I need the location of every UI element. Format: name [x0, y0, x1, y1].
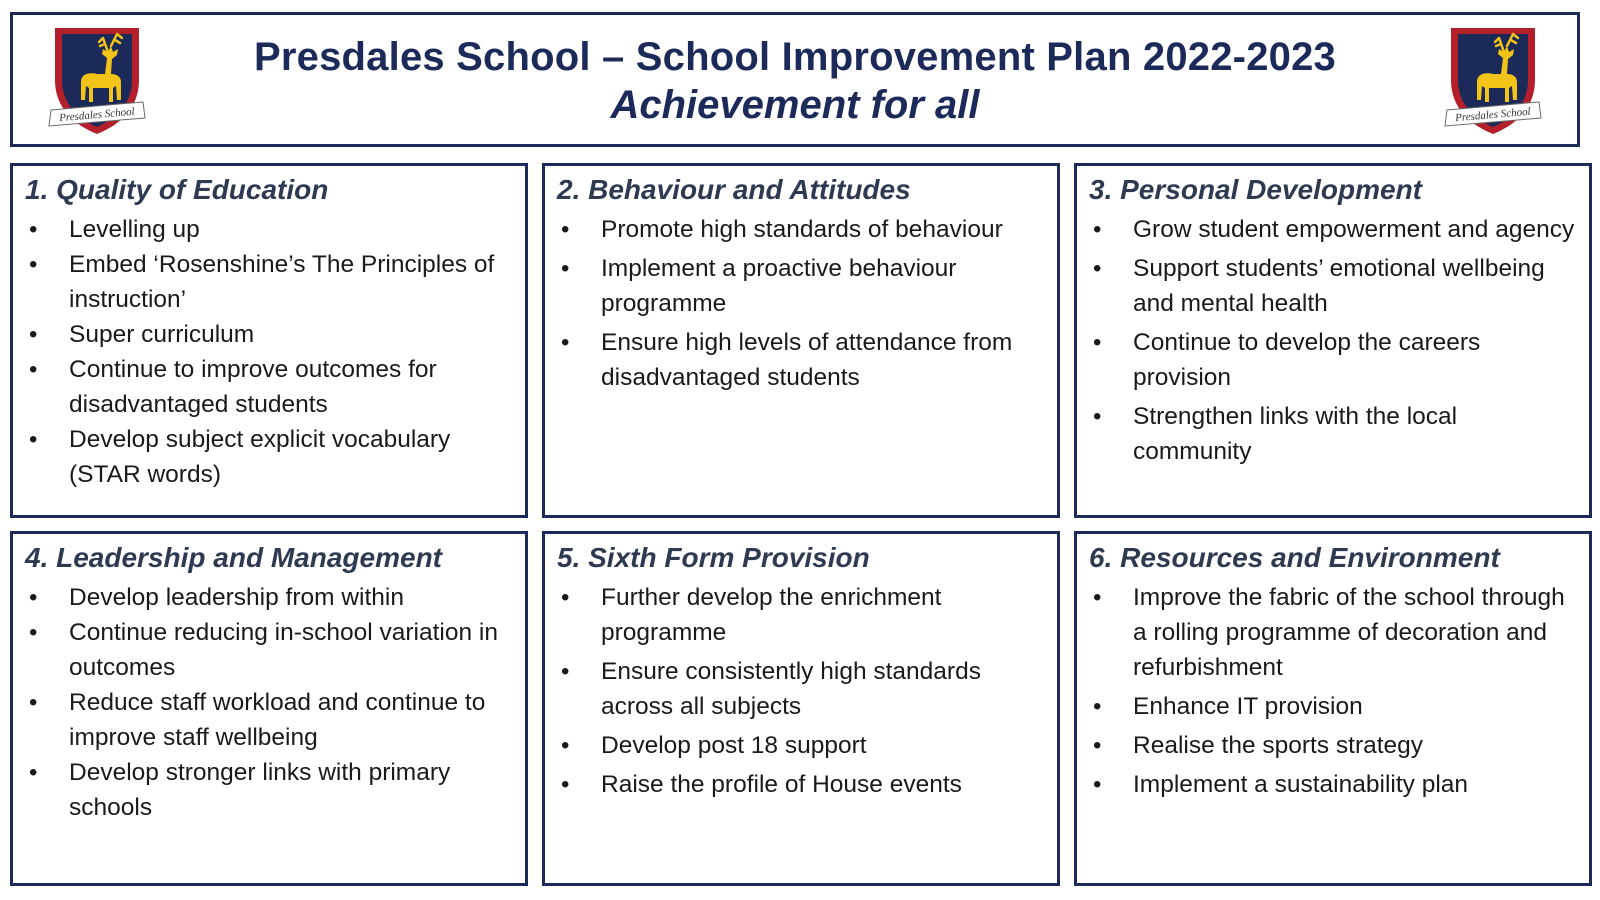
section-personal-development — [1074, 163, 1592, 518]
list-item: • Develop stronger links with primary schools — [25, 755, 515, 825]
list-item: • Ensure consistently high standards across all subjects — [557, 654, 1047, 724]
list-item: • Develop leadership from within — [25, 580, 515, 615]
list-item: • Continue to improve outcomes for disadvantaged students — [25, 352, 515, 422]
crest-ribbon-text: Presdales School — [1454, 105, 1532, 125]
list-item: • Embed ‘Rosenshine’s The Principles of instruction’ — [25, 247, 515, 317]
section-title: 6. Resources and Environment — [1089, 542, 1500, 573]
list-item: • Continue to develop the careers provision — [1089, 325, 1579, 395]
section-quality-of-education — [10, 163, 528, 518]
section-list — [557, 212, 1047, 399]
section-list — [25, 212, 515, 492]
section-sixth-form-provision — [542, 531, 1060, 886]
list-item: • Promote high standards of behaviour — [557, 212, 1047, 247]
list-item: • Strengthen links with the local community — [1089, 399, 1579, 469]
section-behaviour-and-attitudes — [542, 163, 1060, 518]
list-item: • Raise the profile of House events — [557, 767, 1047, 802]
list-item: • Develop subject explicit vocabulary (STAR words) — [25, 422, 515, 492]
list-item: • Super curriculum — [25, 317, 515, 352]
list-item: • Levelling up — [25, 212, 515, 247]
section-title: 2. Behaviour and Attitudes — [557, 174, 911, 205]
list-item: • Implement a proactive behaviour programme — [557, 251, 1047, 321]
section-title: 3. Personal Development — [1089, 174, 1423, 205]
crest-ribbon-text: Presdales School — [58, 105, 136, 125]
list-item: • Implement a sustainability plan — [1089, 767, 1579, 802]
section-title: 1. Quality of Education — [25, 174, 329, 205]
section-list — [1089, 580, 1579, 806]
list-item: • Continue reducing in-school variation in outcomes — [25, 615, 515, 685]
list-item: • Ensure high levels of attendance from disadvantaged students — [557, 325, 1047, 395]
list-item: • Realise the sports strategy — [1089, 728, 1579, 763]
page-subtitle: Achievement for all — [610, 83, 980, 127]
page-header — [10, 12, 1580, 147]
section-list — [557, 580, 1047, 806]
section-resources-and-environment — [1074, 531, 1592, 886]
section-list — [25, 580, 515, 825]
school-crest-logo — [1441, 22, 1545, 138]
section-list — [1089, 212, 1579, 473]
section-title: 5. Sixth Form Provision — [557, 542, 870, 573]
section-title: 4. Leadership and Management — [25, 542, 442, 573]
list-item: • Develop post 18 support — [557, 728, 1047, 763]
list-item: • Enhance IT provision — [1089, 689, 1579, 724]
section-leadership-and-management — [10, 531, 528, 886]
list-item: • Reduce staff workload and continue to improve staff wellbeing — [25, 685, 515, 755]
list-item: • Support students’ emotional wellbeing and mental health — [1089, 251, 1579, 321]
list-item: • Further develop the enrichment programme — [557, 580, 1047, 650]
list-item: • Grow student empowerment and agency — [1089, 212, 1579, 247]
page-title: Presdales School – School Improvement Plan 2022-2023 — [254, 35, 1336, 79]
list-item: • Improve the fabric of the school through a rolling programme of decoration and refurbishment — [1089, 580, 1579, 685]
